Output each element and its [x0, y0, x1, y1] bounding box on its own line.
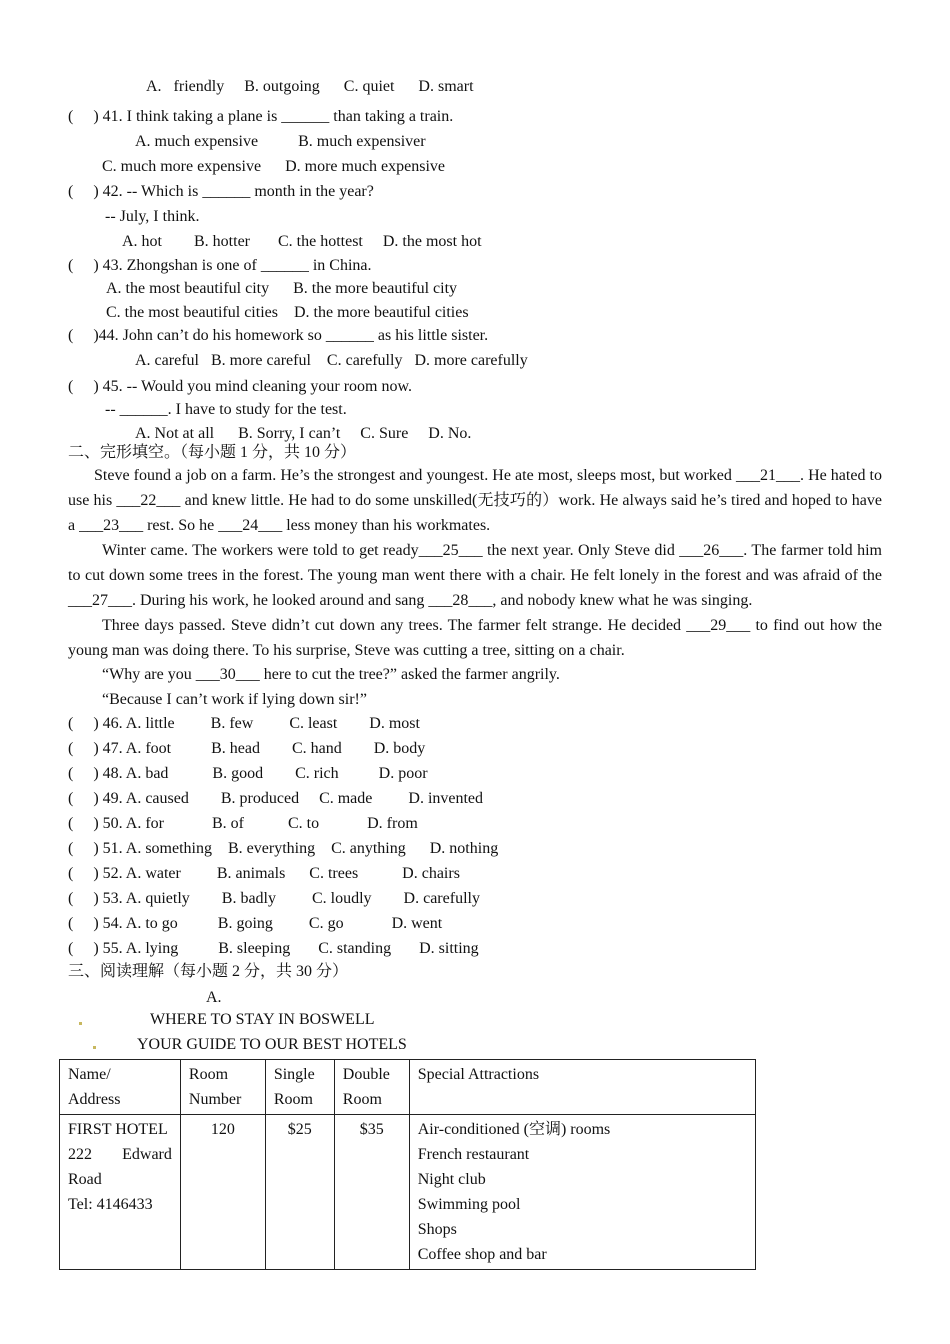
q44-stem: ( )44. John can’t do his homework so ______ as his little sister.: [68, 327, 489, 344]
cloze-question-47: ( ) 47. A. foot B. head C. hand D. body: [68, 740, 426, 757]
reading-title-1: WHERE TO STAY IN BOSWELL: [150, 1011, 375, 1028]
attraction-item: Air-conditioned (空调) rooms: [417, 1121, 611, 1138]
passage-paragraph-5: “Because I can’t work if lying down sir!”: [102, 691, 367, 708]
room-number: 120: [210, 1121, 235, 1138]
header-single-room: [265, 1060, 334, 1115]
q42-options: A. hot B. hotter C. the hottest D. the most hot: [122, 233, 482, 250]
q43-options-1: A. the most beautiful city B. the more beautiful city: [106, 280, 458, 297]
attraction-item: Coffee shop and bar: [417, 1246, 547, 1263]
passage-paragraph-1: Steve found a job on a farm. He’s the strongest and youngest. He ate most, sleeps most, but worked ___21___. He hated to use his ___22___ and knew little. He had to do some unskilled(无技巧的）work. He always said he’s tired and hoped to have a ___23___ rest. So he ___24___ less money than his workmates.: [68, 467, 882, 534]
table-row: [60, 1115, 756, 1270]
header-special-attractions: [409, 1060, 755, 1115]
attractions-cell: [409, 1115, 755, 1270]
cloze-question-52: ( ) 52. A. water B. animals C. trees D. chairs: [68, 865, 460, 882]
q42-reply: -- July, I think.: [105, 208, 200, 225]
header-room-number: [180, 1060, 265, 1115]
single-price: $25: [287, 1121, 312, 1138]
passage-paragraph-3: Three days passed. Steve didn’t cut down any trees. The farmer felt strange. He decided ___29___ to find out how the young man was doing there. To his surprise, Steve was cutting a tree, sitting on a chair.: [68, 617, 882, 659]
header-text: Number: [188, 1091, 242, 1108]
q43-options-2: C. the most beautiful cities D. the more beautiful cities: [106, 304, 469, 321]
hotel-table: [59, 1059, 756, 1270]
attraction-item: Night club: [417, 1171, 486, 1188]
cloze-question-53: ( ) 53. A. quietly B. badly C. loudly D. carefully: [68, 890, 480, 907]
decorative-mark: [79, 1022, 82, 1025]
room-number-cell: [180, 1115, 265, 1270]
q45-stem: ( ) 45. -- Would you mind cleaning your room now.: [68, 378, 412, 395]
double-price: $35: [359, 1121, 384, 1138]
header-text: Room: [188, 1066, 229, 1083]
header-text: Room: [273, 1091, 313, 1108]
header-text: Double: [342, 1066, 390, 1083]
attraction-item: Shops: [417, 1221, 457, 1238]
address-street: Edward: [122, 1146, 172, 1163]
header-text: Name/: [68, 1066, 111, 1083]
q42-stem: ( ) 42. -- Which is ______ month in the year?: [68, 183, 374, 200]
section3-heading: 三、阅读理解（每小题 2 分，共 30 分）: [68, 963, 349, 980]
address-road: Road: [68, 1171, 102, 1188]
hotel-name-address: [60, 1115, 181, 1270]
single-price-cell: [265, 1115, 334, 1270]
hotel-name: FIRST HOTEL: [68, 1121, 168, 1138]
cloze-question-51: ( ) 51. A. something B. everything C. anything D. nothing: [68, 840, 499, 857]
table-header-row: [60, 1060, 756, 1115]
q40-options: A. friendly B. outgoing C. quiet D. smart: [146, 78, 474, 95]
q44-options: A. careful B. more careful C. carefully D. more carefully: [135, 352, 528, 369]
decorative-mark: [93, 1046, 96, 1049]
cloze-question-49: ( ) 49. A. caused B. produced C. made D. invented: [68, 790, 484, 807]
address-number: 222: [68, 1146, 92, 1163]
hotel-address-line: [68, 1142, 172, 1167]
q45-options: A. Not at all B. Sorry, I can’t C. Sure D. No.: [135, 425, 472, 442]
attraction-item: French restaurant: [417, 1146, 530, 1163]
q41-stem: ( ) 41. I think taking a plane is ______ than taking a train.: [68, 108, 454, 125]
header-text: Special Attractions: [417, 1066, 540, 1083]
passage-paragraph-2: Winter came. The workers were told to get ready___25___ the next year. Only Steve did ___26___. The farmer told him to cut down some trees in the forest. The young man went there with a chair. He felt lonely in the forest and was afraid of the ___27___. During his work, he looked around and sang ___28___, and nobody knew what he was singing.: [68, 542, 882, 609]
header-double-room: [334, 1060, 409, 1115]
q43-stem: ( ) 43. Zhongshan is one of ______ in China.: [68, 257, 372, 274]
cloze-question-55: ( ) 55. A. lying B. sleeping C. standing D. sitting: [68, 940, 479, 957]
double-price-cell: [334, 1115, 409, 1270]
cloze-question-48: ( ) 48. A. bad B. good C. rich D. poor: [68, 765, 428, 782]
header-text: Single: [273, 1066, 315, 1083]
cloze-question-46: ( ) 46. A. little B. few C. least D. most: [68, 715, 420, 732]
header-text: Address: [68, 1091, 121, 1108]
passage-paragraph-4: “Why are you ___30___ here to cut the tree?” asked the farmer angrily.: [102, 666, 560, 683]
section2-heading: 二、完形填空。（每小题 1 分，共 10 分）: [68, 444, 357, 461]
header-text: Room: [342, 1091, 382, 1108]
attraction-item: Swimming pool: [417, 1196, 521, 1213]
reading-label: A.: [206, 989, 222, 1006]
q45-reply: -- ______. I have to study for the test.: [105, 401, 347, 418]
cloze-question-50: ( ) 50. A. for B. of C. to D. from: [68, 815, 418, 832]
header-name-address: [60, 1060, 181, 1115]
cloze-question-54: ( ) 54. A. to go B. going C. go D. went: [68, 915, 443, 932]
q41-options-1: A. much expensive B. much expensiver: [135, 133, 426, 150]
q41-options-2: C. much more expensive D. more much expensive: [102, 158, 446, 175]
hotel-telephone: Tel: 4146433: [68, 1196, 153, 1213]
reading-title-2: YOUR GUIDE TO OUR BEST HOTELS: [137, 1036, 407, 1053]
